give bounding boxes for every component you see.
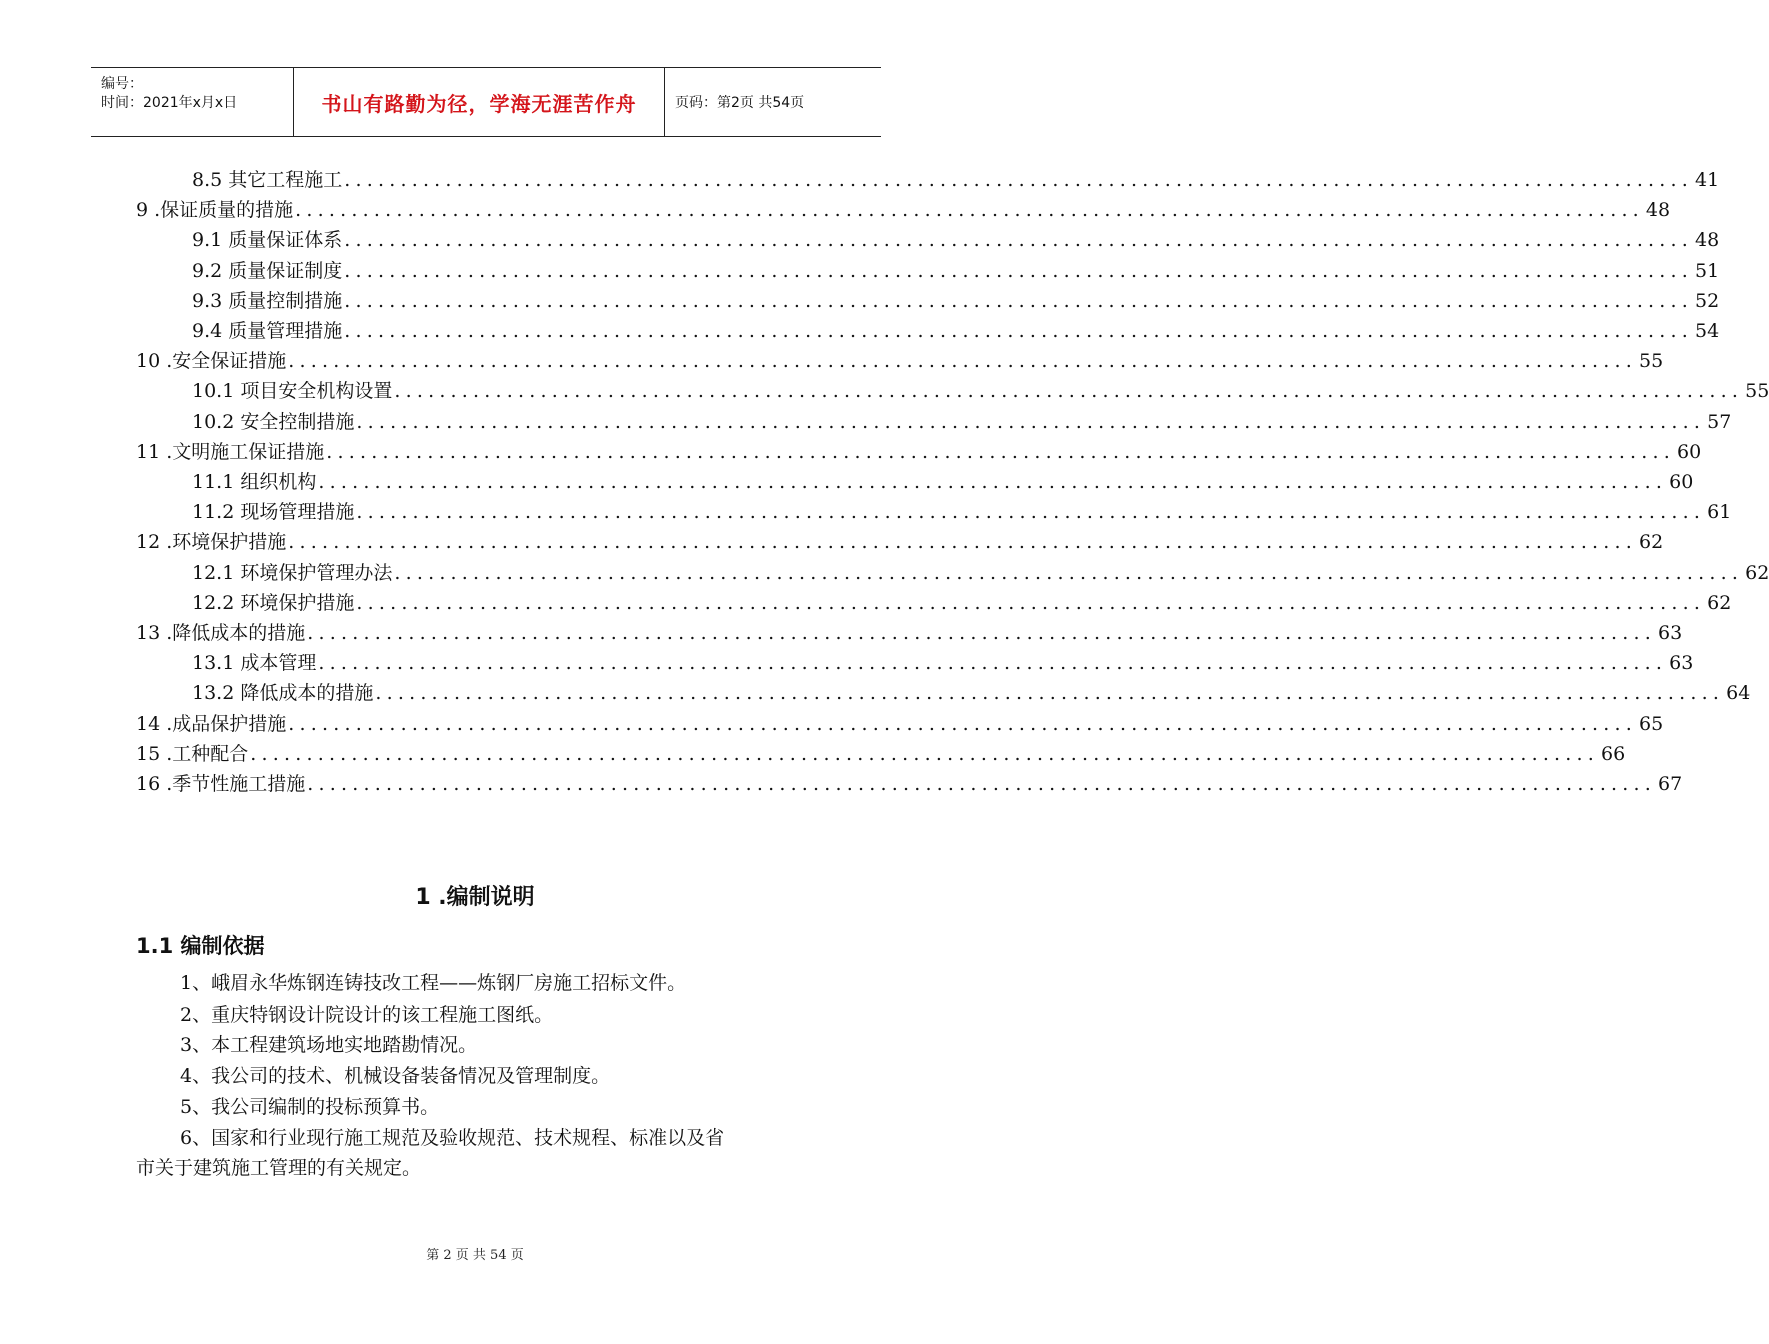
toc-entry-label: 9.1 质量保证体系 xyxy=(192,229,343,252)
toc-entry[interactable] xyxy=(136,527,1664,557)
toc-entry-label: 10 .安全保证措施 xyxy=(136,350,287,373)
toc-entry-page: 55 xyxy=(1745,380,1769,403)
toc-entry-label: 11.2 现场管理措施 xyxy=(192,501,355,524)
toc-entry-page: 64 xyxy=(1726,682,1751,705)
toc-entry-page: 65 xyxy=(1639,712,1664,735)
toc-entry-label: 12 .环境保护措施 xyxy=(136,531,287,554)
toc-leader-dots: ........................................................................................................................ xyxy=(295,199,1644,222)
header-page-cell xyxy=(665,68,881,136)
toc-leader-dots: ........................................................................................................................ xyxy=(318,652,1668,675)
toc-entry[interactable] xyxy=(192,256,1720,286)
toc-entry-label: 9.4 质量管理措施 xyxy=(192,320,343,342)
toc-leader-dots: ........................................................................................................................ xyxy=(344,320,1694,342)
toc-entry-page: 61 xyxy=(1707,501,1732,524)
toc-entry[interactable] xyxy=(136,437,1702,467)
page-header xyxy=(91,67,881,137)
toc-entry-label: 11.1 组织机构 xyxy=(192,471,317,493)
toc-entry-page: 57 xyxy=(1707,410,1732,433)
toc-entry-label: 11 .文明施工保证措施 xyxy=(136,440,325,463)
toc-entry[interactable] xyxy=(192,588,1732,618)
toc-entry-page: 66 xyxy=(1601,742,1626,765)
toc-entry-label: 13 .降低成本的措施 xyxy=(136,622,306,644)
toc-entry[interactable] xyxy=(192,497,1732,527)
toc-entry[interactable] xyxy=(136,618,1683,648)
toc-leader-dots: ........................................................................................................................ xyxy=(288,350,1638,373)
toc-entry[interactable] xyxy=(192,407,1732,437)
toc-leader-dots: ........................................................................................................................ xyxy=(250,742,1600,765)
toc-entry[interactable] xyxy=(136,346,1664,376)
toc-entry-page: 60 xyxy=(1669,471,1694,493)
toc-entry-page: 60 xyxy=(1677,440,1702,463)
toc-entry-label: 10.1 项目安全机构设置 xyxy=(192,380,393,403)
toc-entry-label: 13.1 成本管理 xyxy=(192,652,317,675)
toc-entry[interactable] xyxy=(136,739,1626,769)
toc-entry[interactable] xyxy=(136,195,1671,225)
toc-entry-page: 54 xyxy=(1695,320,1720,342)
toc-entry-label: 10.2 安全控制措施 xyxy=(192,410,355,433)
toc-entry-label: 9.3 质量控制措施 xyxy=(192,289,343,312)
toc-entry[interactable] xyxy=(192,225,1720,255)
toc-entry-page: 48 xyxy=(1695,229,1720,252)
paragraph: 5、我公司编制的投标预算书。 xyxy=(180,1096,440,1118)
toc-entry[interactable] xyxy=(192,316,1720,346)
header-motto: 书山有路勤为径，学海无涯苦作舟 xyxy=(321,91,637,116)
page-footer: 第 2 页 共 54 页 xyxy=(426,1248,524,1263)
paragraph: 市关于建筑施工管理的有关规定。 xyxy=(136,1157,422,1179)
toc-leader-dots: ........................................................................................................................ xyxy=(344,289,1694,312)
toc-entry-page: 63 xyxy=(1658,622,1683,644)
header-motto-cell xyxy=(293,68,665,136)
header-meta-cell xyxy=(91,68,293,136)
toc-entry[interactable] xyxy=(192,648,1694,678)
toc-entry-page: 67 xyxy=(1658,773,1683,795)
toc-entry[interactable] xyxy=(192,678,1751,708)
toc-entry-page: 51 xyxy=(1695,259,1720,282)
toc-entry-page: 63 xyxy=(1669,652,1694,675)
toc-entry[interactable] xyxy=(192,558,1769,588)
header-page-info: 页码：第2页 共54页 xyxy=(675,95,805,111)
toc-entry-page: 62 xyxy=(1639,531,1664,554)
toc-entry[interactable] xyxy=(192,165,1720,195)
toc-entry-label: 8.5 其它工程施工 xyxy=(192,169,343,191)
toc-entry-page: 62 xyxy=(1745,561,1769,584)
toc-entry[interactable] xyxy=(192,286,1720,316)
doc-number-label: 编号： xyxy=(101,76,143,92)
toc-entry[interactable] xyxy=(192,376,1769,406)
toc-entry-label: 14 .成品保护措施 xyxy=(136,712,287,735)
toc-entry-page: 55 xyxy=(1639,350,1664,373)
paragraph: 6、国家和行业现行施工规范及验收规范、技术规程、标准以及省 xyxy=(180,1127,725,1149)
toc-entry-label: 9 .保证质量的措施 xyxy=(136,199,294,222)
toc-entry-label: 13.2 降低成本的措施 xyxy=(192,682,374,705)
toc-entry-page: 48 xyxy=(1645,199,1671,222)
paragraph: 1、峨眉永华炼钢连铸技改工程——炼钢厂房施工招标文件。 xyxy=(180,972,687,994)
toc-leader-dots: ........................................................................................................................ xyxy=(356,410,1706,433)
toc-entry-label: 12.2 环境保护措施 xyxy=(192,591,355,614)
toc-leader-dots: ........................................................................................................................ xyxy=(307,773,1657,795)
paragraph: 3、本工程建筑场地实地踏勘情况。 xyxy=(180,1034,478,1056)
paragraph: 2、重庆特钢设计院设计的该工程施工图纸。 xyxy=(180,1004,554,1026)
subsection-title: 1.1 编制依据 xyxy=(136,934,265,958)
toc-leader-dots: ........................................................................................................................ xyxy=(344,169,1694,191)
toc-leader-dots: ........................................................................................................................ xyxy=(288,712,1638,735)
toc-entry-label: 15 .工种配合 xyxy=(136,742,249,765)
toc-leader-dots: ........................................................................................................................ xyxy=(288,531,1638,554)
toc-leader-dots: ........................................................................................................................ xyxy=(375,682,1725,705)
toc-entry-page: 52 xyxy=(1695,289,1720,312)
toc-entry[interactable] xyxy=(136,769,1683,799)
toc-entry-page: 62 xyxy=(1707,591,1732,614)
toc-entry-label: 9.2 质量保证制度 xyxy=(192,259,343,282)
toc-leader-dots: ........................................................................................................................ xyxy=(307,622,1657,644)
toc-entry[interactable] xyxy=(136,709,1664,739)
toc-leader-dots: ........................................................................................................................ xyxy=(326,440,1676,463)
toc-leader-dots: ........................................................................................................................ xyxy=(356,501,1706,524)
doc-time: 时间：2021年x月x日 xyxy=(101,95,238,111)
paragraph: 4、我公司的技术、机械设备装备情况及管理制度。 xyxy=(180,1065,611,1087)
toc-leader-dots: ........................................................................................................................ xyxy=(394,561,1744,584)
toc-entry[interactable] xyxy=(192,467,1694,497)
toc-leader-dots: ........................................................................................................................ xyxy=(344,259,1694,282)
toc-leader-dots: ........................................................................................................................ xyxy=(356,591,1706,614)
toc-leader-dots: ........................................................................................................................ xyxy=(394,380,1744,403)
toc-leader-dots: ........................................................................................................................ xyxy=(344,229,1694,252)
toc-entry-label: 12.1 环境保护管理办法 xyxy=(192,561,393,584)
section-title: 1 .编制说明 xyxy=(415,885,535,910)
toc-entry-label: 16 .季节性施工措施 xyxy=(136,773,306,795)
toc-leader-dots: ........................................................................................................................ xyxy=(318,471,1668,493)
toc-entry-page: 41 xyxy=(1695,169,1720,191)
